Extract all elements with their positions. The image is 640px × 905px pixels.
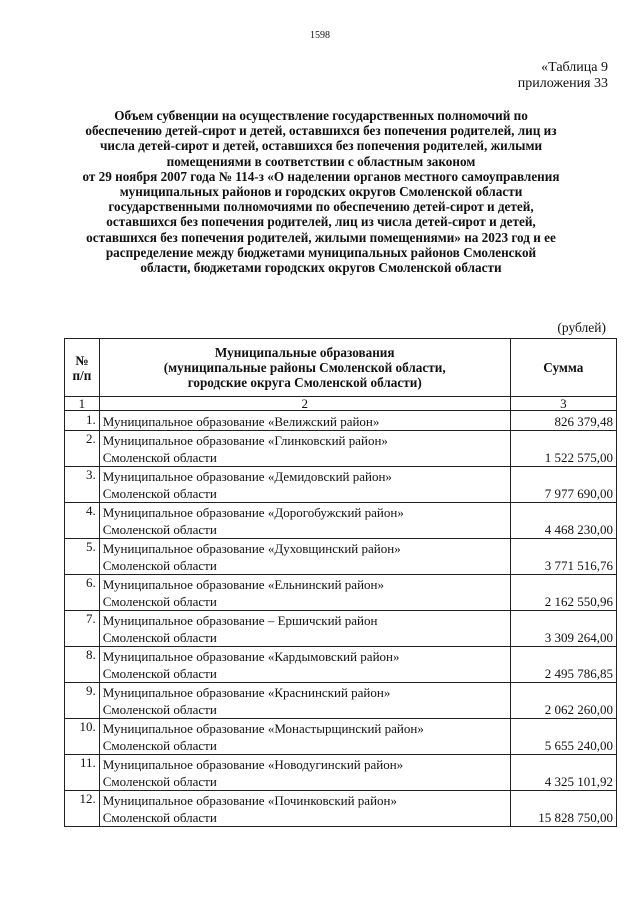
header-sum: Сумма: [510, 339, 616, 397]
header-municipality-line: (муниципальные районы Смоленской области,: [163, 360, 446, 375]
title-line: Объем субвенции на осуществление государственных полномочий по: [114, 108, 528, 123]
header-number: [65, 339, 100, 397]
document-title: [40, 108, 602, 275]
municipality-name-line: Смоленской области: [102, 738, 217, 753]
table-row: [65, 683, 617, 719]
row-number: 11.: [65, 755, 100, 791]
municipality-name: [99, 575, 510, 611]
row-number: 4.: [65, 503, 100, 539]
municipality-name-line: Муниципальное образование «Глинковский район»: [102, 433, 388, 448]
title-line: обеспечению детей-сирот и детей, оставшихся без попечения родителей, лиц из: [85, 123, 557, 139]
table-row: [65, 467, 617, 503]
title-line: от 29 ноября 2007 года № 114-з «О наделении органов местного самоуправления: [82, 168, 560, 184]
municipality-name: [99, 539, 510, 575]
municipality-name: [99, 791, 510, 827]
page-number: 1598: [310, 30, 330, 41]
sum-value: 1 522 575,00: [510, 431, 616, 467]
sum-value: 5 655 240,00: [510, 719, 616, 755]
row-number: 12.: [65, 791, 100, 827]
column-number: 2: [99, 397, 510, 411]
municipality-name-line: Муниципальное образование «Дорогобужский район»: [102, 505, 404, 520]
municipality-name-line: Муниципальное образование – Ершичский район: [102, 613, 378, 628]
municipality-name-line: Смоленской области: [102, 486, 217, 501]
municipality-name-line: Муниципальное образование «Ельнинский район»: [102, 577, 384, 592]
title-line: помещениями в соответствии с областным законом: [166, 153, 476, 169]
row-number: 6.: [65, 575, 100, 611]
municipality-name: [99, 431, 510, 467]
municipality-name-line: Смоленской области: [102, 558, 217, 573]
column-number: 3: [510, 397, 616, 411]
sum-value: 4 325 101,92: [510, 755, 616, 791]
subvention-table: [64, 338, 617, 827]
municipality-name-line: Смоленской области: [102, 702, 217, 717]
municipality-name-line: Муниципальное образование «Монастырщинский район»: [102, 721, 424, 736]
municipality-name: [99, 503, 510, 539]
row-number: 3.: [65, 467, 100, 503]
municipality-name: [99, 611, 510, 647]
title-line: области, бюджетами городских округов Смоленской области: [140, 260, 502, 276]
row-number: 9.: [65, 683, 100, 719]
municipality-name-line: Смоленской области: [102, 522, 217, 537]
municipality-name-line: Муниципальное образование «Новодугинский район»: [102, 757, 404, 772]
sum-value: 3 771 516,76: [510, 539, 616, 575]
title-line: государственными полномочиями по обеспечению детей-сирот и детей,: [108, 199, 534, 215]
table-row: [65, 575, 617, 611]
row-number: 8.: [65, 647, 100, 683]
row-number: 7.: [65, 611, 100, 647]
row-number: 5.: [65, 539, 100, 575]
title-line: распределение между бюджетами муниципальных районов Смоленской: [105, 244, 537, 260]
header-municipality-line: Муниципальные образования: [214, 345, 395, 360]
municipality-name: [99, 683, 510, 719]
table-row: [65, 791, 617, 827]
table-row: [65, 719, 617, 755]
municipality-name: [99, 647, 510, 683]
municipality-name-line: Муниципальное образование «Демидовский район»: [102, 469, 392, 484]
municipality-name-line: Смоленской области: [102, 450, 217, 465]
table-row: [65, 611, 617, 647]
sum-value: 15 828 750,00: [510, 791, 616, 827]
municipality-name-line: Муниципальное образование «Краснинский район»: [102, 685, 391, 700]
sum-value: 2 495 786,85: [510, 647, 616, 683]
municipality-name-line: Смоленской области: [102, 810, 217, 825]
title-line: оставшихся без попечения родителей, жилыми помещениями» на 2023 год и ее: [86, 229, 556, 245]
table-row: [65, 411, 617, 431]
municipality-name-line: Смоленской области: [102, 774, 217, 789]
title-line: оставшихся без попечения родителей, лиц из числа детей-сирот и детей,: [106, 214, 536, 230]
table-row: [65, 647, 617, 683]
table-reference-line: «Таблица 9: [541, 60, 608, 75]
table-reference-line: приложения 33: [517, 76, 608, 91]
table-header-row: [65, 339, 617, 397]
municipality-name: [99, 467, 510, 503]
municipality-name-line: Муниципальное образование «Духовщинский район»: [102, 541, 401, 556]
sum-value: 826 379,48: [510, 411, 616, 431]
table-body: [65, 411, 617, 827]
title-line: муниципальных районов и городских округов Смоленской области: [119, 184, 523, 200]
municipality-name-line: Смоленской области: [102, 630, 217, 645]
title-line: числа детей-сирот и детей, оставшихся без попечения родителей, жилыми: [99, 138, 543, 154]
municipality-name: [99, 755, 510, 791]
header-municipality: [99, 339, 510, 397]
municipality-name: [99, 719, 510, 755]
header-number-line: №: [75, 352, 89, 368]
row-number: 1.: [65, 411, 100, 431]
municipality-name-line: Смоленской области: [102, 594, 217, 609]
column-number: 1: [65, 397, 100, 411]
table-row: [65, 431, 617, 467]
table-reference: [518, 60, 608, 92]
table-row: [65, 503, 617, 539]
table-row: [65, 539, 617, 575]
column-number-row: [65, 397, 617, 411]
municipality-name-line: Смоленской области: [102, 666, 217, 681]
sum-value: 2 162 550,96: [510, 575, 616, 611]
sum-value: 4 468 230,00: [510, 503, 616, 539]
municipality-name-line: Муниципальное образование «Велижский район»: [102, 414, 380, 429]
units-label: (рублей): [557, 320, 606, 335]
row-number: 10.: [65, 719, 100, 755]
municipality-name-line: Муниципальное образование «Починковский район»: [102, 793, 397, 808]
sum-value: 2 062 260,00: [510, 683, 616, 719]
table-row: [65, 755, 617, 791]
sum-value: 7 977 690,00: [510, 467, 616, 503]
header-municipality-line: городские округа Смоленской области): [187, 375, 422, 390]
sum-value: 3 309 264,00: [510, 611, 616, 647]
municipality-name: [99, 411, 510, 431]
municipality-name-line: Муниципальное образование «Кардымовский район»: [102, 649, 400, 664]
row-number: 2.: [65, 431, 100, 467]
header-number-line: п/п: [72, 367, 92, 383]
